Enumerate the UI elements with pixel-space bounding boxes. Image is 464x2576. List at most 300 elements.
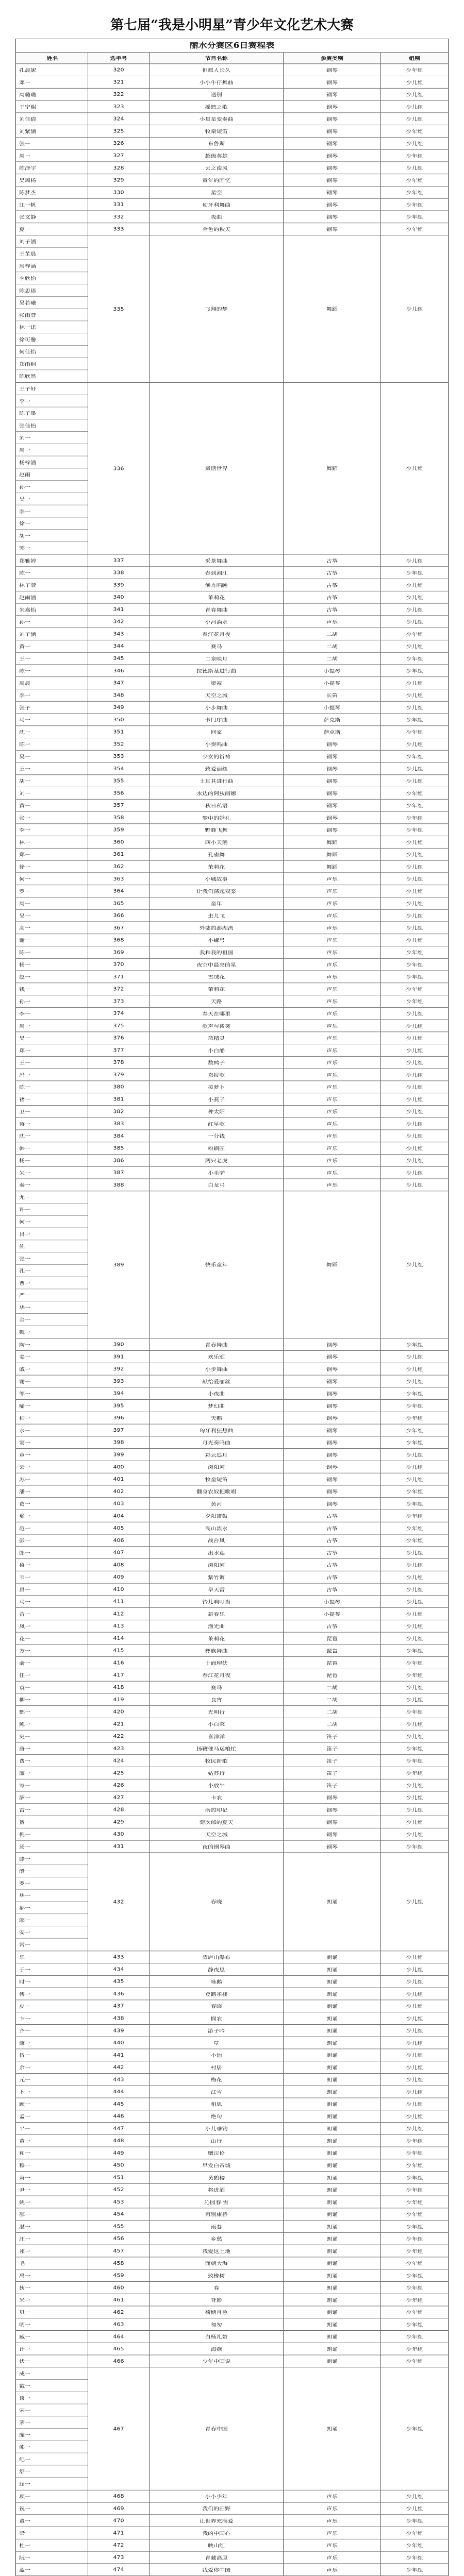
header-name: 姓名 [16,53,88,63]
group-member-name: 纪一 [16,2453,88,2466]
table-row [16,1375,448,1387]
cell-number: 458 [88,2257,150,2269]
cell-name: 方一 [16,1645,88,1656]
cell-number: 330 [88,187,150,198]
cell-category: 朗诵 [284,2000,382,2012]
cell-category: 二胡 [284,1682,382,1693]
cell-group: 少儿组 [406,1586,423,1592]
group-member-name: 刘一 [16,432,88,444]
table-row [16,2012,448,2025]
cell-number: 348 [88,689,150,701]
group-member-name: 熊一 [16,2441,88,2453]
group-member-name: 林一诺 [16,321,88,333]
cell-program: 出水莲 [150,1547,283,1558]
cell-group: 少儿组 [406,2028,423,2034]
cell-group: 少年组 [406,1513,423,1519]
cell-name: 邵一 [16,2208,88,2220]
cell-group: 少年组 [406,717,423,723]
table-row [16,1008,448,1020]
cell-program: 小步舞曲 [150,702,283,714]
cell-category: 朗诵 [284,1963,382,1975]
cell-group: 少年组 [406,631,423,637]
cell-name: 韩一 [16,1142,88,1154]
cell-category: 声乐 [284,2527,382,2539]
cell-number: 395 [88,1400,150,1412]
cell-number: 429 [88,1816,150,1828]
group-member-name: 成一 [16,2367,88,2380]
cell-name: 江一帆 [16,199,88,211]
cell-program: 青春舞曲 [150,604,283,616]
cell-group: 少年组 [406,2309,423,2315]
cell-program: 村居 [150,2061,283,2073]
cell-category: 声乐 [284,971,382,982]
group-member-list [16,383,88,554]
cell-group: 少年组 [406,998,423,1005]
cell-category: 笛子 [284,1755,382,1767]
cell-number: 382 [88,1106,150,1117]
table-row [16,616,448,628]
cell-group: 少儿组 [406,680,423,686]
cell-category: 朗诵 [284,2269,382,2281]
cell-group: 少年组 [406,2211,423,2217]
cell-number: 331 [88,199,150,211]
table-row [16,604,448,616]
cell-category: 二胡 [284,1693,382,1705]
cell-category: 朗诵 [284,2172,382,2183]
group-member-list [16,1191,88,1338]
cell-name: 萧一 [16,2172,88,2183]
cell-number: 420 [88,1706,150,1718]
cell-group: 少年组 [406,2334,423,2340]
cell-name: 伍一 [16,2049,88,2061]
cell-program: 背影 [150,2294,283,2306]
cell-group: 少年组 [406,950,423,956]
cell-name: 云一 [16,1461,88,1473]
cell-number: 339 [88,579,150,591]
cell-category: 小提琴 [284,1596,382,1607]
cell-category: 古筝 [284,1559,382,1571]
cell-program: 紫竹调 [150,1571,283,1583]
table-row [16,910,448,922]
cell-program: 数鸭子 [150,1057,283,1069]
cell-number: 357 [88,800,150,811]
cell-program: 赠汪伦 [150,2147,283,2159]
cell-name: 张一 [16,138,88,149]
cell-number: 413 [88,1620,150,1632]
cell-number: 388 [88,1179,150,1191]
cell-program: 歌声与微笑 [150,1020,283,1031]
cell-number: 468 [88,2490,150,2502]
table-row [16,1547,448,1559]
table-row [16,1804,448,1816]
cell-group: 少年组 [406,2426,423,2432]
cell-number: 326 [88,138,150,149]
cell-name: 汤一 [16,1841,88,1853]
table-row [16,885,448,897]
table-row [16,2221,448,2233]
cell-number: 322 [88,89,150,100]
cell-number: 375 [88,1020,150,1031]
table-row [16,787,448,800]
cell-number: 405 [88,1522,150,1534]
cell-number: 410 [88,1583,150,1595]
cell-category: 声乐 [284,2515,382,2527]
cell-group: 少儿组 [406,557,423,564]
cell-program: 早发白帝城 [150,2159,283,2171]
cell-program: 天空之城 [150,1828,283,1840]
table-row [16,959,448,971]
cell-category: 钢琴 [284,1351,382,1363]
cell-name: 伏一 [16,2355,88,2367]
table-row [16,2147,448,2159]
cell-program: 映山红 [150,2539,283,2551]
cell-group: 少儿组 [406,1084,423,1090]
table-body [16,64,448,2576]
cell-name: 吴周杨 [16,174,88,186]
table-row [16,1351,448,1363]
group-member-name: 何一 [16,1216,88,1228]
cell-number: 447 [88,2123,150,2134]
cell-name: 窦一 [16,1436,88,1448]
group-member-name: 李一 [16,395,88,408]
table-row [16,995,448,1008]
cell-number: 358 [88,812,150,824]
cell-category: 声乐 [284,934,382,946]
table-row [16,162,448,174]
cell-category: 声乐 [284,1179,382,1191]
group-member-name: 施一 [16,1240,88,1252]
cell-group: 少儿组 [406,1734,423,1740]
cell-number: 392 [88,1363,150,1375]
group-member-name: 吕一 [16,1228,88,1240]
group-member-name: 郭一 [19,545,30,551]
cell-name: 梁一 [16,2527,88,2539]
cell-program: 再别康桥 [150,2208,283,2220]
cell-number: 408 [88,1559,150,1571]
cell-number: 336 [88,383,150,554]
cell-program: 匈牙利狂想曲 [150,1425,283,1436]
cell-name: 费一 [16,1755,88,1767]
cell-group: 少年组 [406,1843,423,1850]
cell-program: 采茶舞曲 [150,554,283,566]
table-row [16,1142,448,1155]
cell-number: 404 [88,1510,150,1522]
cell-name: 周一 [16,897,88,909]
group-member-name: 殷一 [16,1865,88,1877]
table-row [16,922,448,934]
cell-program: 白龙马 [150,1179,283,1191]
cell-program: 光明行 [150,1706,283,1718]
cell-group: 少年组 [406,226,423,232]
cell-group: 少年组 [406,803,423,809]
cell-category: 笛子 [284,1731,382,1742]
cell-group: 少年组 [406,201,423,208]
cell-program: 将进酒 [150,2184,283,2196]
cell-group: 少儿组 [406,778,423,784]
cell-number: 421 [88,1718,150,1730]
cell-number: 342 [88,616,150,628]
cell-number: 419 [88,1693,150,1705]
cell-number: 399 [88,1449,150,1461]
group-member-name: 安一 [16,1926,88,1939]
cell-program: 夕阳箫鼓 [150,1510,283,1522]
table-row [16,76,448,89]
cell-program: 静夜思 [150,1963,283,1975]
cell-program: 牧童短笛 [150,1473,283,1485]
group-entry-row [16,383,448,555]
cell-name: 黄一 [16,2135,88,2147]
cell-category: 朗诵 [284,2037,382,2049]
group-member-name: 陈子墨 [16,407,88,419]
table-row [16,1412,448,1425]
cell-name: 李一 [16,1008,88,1020]
cell-name: 刘子涵 [16,628,88,640]
cell-category: 朗诵 [284,2184,382,2196]
table-row [16,738,448,751]
cell-number: 433 [88,1951,150,1963]
cell-program: 赛马 [150,1682,283,1693]
cell-number: 441 [88,2049,150,2061]
cell-name: 郑雅婷 [16,554,88,566]
cell-group: 少年组 [406,2199,423,2205]
cell-category: 朗诵 [284,2123,382,2134]
cell-program: 二泉映月 [150,653,283,665]
cell-category: 笛子 [284,1780,382,1791]
cell-program: 登鹳雀楼 [150,1988,283,2000]
group-member-list [16,1853,88,1951]
table-row [16,2245,448,2258]
cell-category: 钢琴 [284,1473,382,1485]
cell-group: 少儿组 [406,1623,423,1630]
cell-group: 少儿组 [406,1170,423,1176]
cell-group: 少年组 [406,827,423,833]
cell-number: 324 [88,113,150,125]
group-entry-row [16,1191,448,1338]
cell-program: 飞翔的梦 [150,235,283,382]
cell-program: 水边的阿狄丽娜 [150,787,283,799]
cell-group: 少年组 [406,2162,423,2168]
cell-program: 小毛驴 [150,1167,283,1179]
cell-program: 星空 [150,187,283,198]
table-row [16,751,448,763]
cell-program: 咏鹅 [150,1976,283,1988]
cell-category: 朗诵 [284,2355,382,2367]
cell-program: 超级英雄 [150,150,283,162]
table-row [16,689,448,702]
cell-group: 少儿组 [406,1121,423,1127]
cell-program: 野蜂飞舞 [150,824,283,836]
table-row [16,1155,448,1167]
cell-number: 435 [88,1976,150,1988]
group-member-name: 徐可馨 [16,333,88,346]
cell-program: 小小少年 [150,2490,283,2502]
header-program: 节目名称 [150,53,283,63]
cell-category: 声乐 [284,616,382,628]
cell-group: 少儿组 [406,2505,423,2512]
table-row [16,2135,448,2147]
cell-name: 郑一 [16,1044,88,1056]
cell-group: 少儿组 [406,1635,423,1641]
cell-category: 古筝 [284,591,382,603]
cell-name: 余一 [16,2061,88,2073]
cell-category: 朗诵 [284,2159,382,2171]
cell-group: 少年组 [406,1745,423,1752]
cell-group: 少儿组 [406,116,423,122]
cell-program: 送别 [150,89,283,100]
cell-number: 381 [88,1093,150,1105]
cell-number: 374 [88,1008,150,1020]
cell-number: 338 [88,567,150,579]
group-entry-row [16,2367,448,2490]
cell-number: 376 [88,1032,150,1044]
cell-category: 朗诵 [284,2135,382,2147]
cell-number: 426 [88,1780,150,1791]
table-subtitle: 丽水分赛区6日赛程表 [16,39,448,53]
cell-category: 朗诵 [284,1976,382,1988]
cell-program: 小白菜 [150,1718,283,1730]
cell-number: 418 [88,1682,150,1693]
group-member-name: 尤一 [16,1191,88,1204]
table-row [16,640,448,653]
cell-number: 361 [88,849,150,860]
cell-program: 牧童短笛 [150,125,283,137]
table-row [16,1742,448,1755]
cell-number: 459 [88,2269,150,2281]
cell-number: 341 [88,604,150,616]
cell-category: 钢琴 [284,1363,382,1375]
cell-category: 钢琴 [284,1387,382,1399]
cell-group: 少儿组 [406,1011,423,1017]
group-member-name: 魏一 [19,1329,30,1335]
cell-category: 二胡 [284,640,382,652]
cell-name: 谢一 [16,1375,88,1387]
cell-name: 王一 [16,1057,88,1069]
cell-number: 465 [88,2343,150,2355]
table-row [16,849,448,861]
cell-group: 少儿组 [406,1611,423,1617]
table-row [16,199,448,211]
cell-program: 绝句 [150,2110,283,2122]
cell-program: 喜洋洋 [150,1731,283,1742]
cell-category: 二胡 [284,628,382,640]
cell-name: 杜一 [16,2539,88,2551]
cell-group: 少年组 [406,754,423,760]
cell-number: 440 [88,2037,150,2049]
header-group: 组别 [409,55,421,61]
cell-name: 秦一 [16,1179,88,1191]
cell-program: 致爱丽丝 [150,762,283,774]
cell-group: 少年组 [406,1427,423,1433]
cell-group: 少年组 [406,1648,423,1654]
cell-group: 少儿组 [406,595,423,601]
cell-group: 少儿组 [406,2052,423,2058]
cell-program: 江雪 [150,2086,283,2098]
cell-name: 李一 [16,824,88,836]
cell-name: 杨一 [16,1155,88,1166]
table-row [16,1608,448,1620]
cell-name: 贺一 [16,1816,88,1828]
table-row [16,101,448,113]
table-row [16,1534,448,1547]
cell-program: 青春舞曲 [150,1338,283,1350]
cell-group: 少儿组 [406,852,423,858]
cell-group: 少儿组 [406,79,423,86]
cell-name: 狄一 [16,2282,88,2294]
table-row [16,1951,448,1963]
group-member-name: 罗一 [16,1877,88,1890]
table-row [16,2527,448,2539]
cell-category: 声乐 [284,1142,382,1154]
cell-name: 汪一 [16,2233,88,2245]
cell-number: 325 [88,125,150,137]
cell-category: 声乐 [284,2490,382,2502]
cell-name: 平一 [16,2123,88,2134]
table-row [16,2098,448,2110]
cell-name: 倪一 [16,1828,88,1840]
cell-program: 铃儿响叮当 [150,1596,283,1607]
cell-group: 少儿组 [406,2089,423,2095]
table-row [16,897,448,910]
cell-name: 袁一 [16,1682,88,1693]
cell-program: 小星星变奏曲 [150,113,283,125]
cell-program: 我爱这土地 [150,2245,283,2257]
header-number: 选手号 [88,53,150,63]
cell-program: 小夜曲 [150,1387,283,1399]
cell-category: 朗诵 [284,2233,382,2245]
cell-program: 四小天鹅 [150,836,283,848]
cell-group: 少儿组 [406,1060,423,1066]
table-row [16,2564,448,2576]
cell-group: 少年组 [406,2358,423,2364]
cell-number: 450 [88,2159,150,2171]
cell-group: 少年组 [406,1415,423,1421]
cell-group: 少儿组 [406,1550,423,1556]
table-row [16,2123,448,2135]
cell-group: 少儿组 [406,1794,423,1801]
cell-name: 谢一 [16,934,88,946]
table-row [16,1963,448,1976]
cell-program: 小城故事 [150,873,283,885]
table-row [16,1559,448,1571]
cell-name: 朱一 [16,1167,88,1179]
cell-category: 声乐 [284,1020,382,1031]
cell-program: 赛马 [150,640,283,652]
cell-group: 少儿组 [406,104,423,110]
cell-category: 朗诵 [284,2110,382,2122]
table-row [16,1338,448,1351]
group-member-name: 赵雨 [16,468,88,481]
cell-category: 朗诵 [284,2012,382,2024]
cell-category: 钢琴 [284,751,382,762]
cell-group: 少年组 [406,1403,423,1409]
cell-name: 徐一 [16,861,88,873]
cell-name: 花一 [16,1633,88,1645]
cell-number: 365 [88,897,150,909]
cell-name: 戚一 [16,1363,88,1375]
cell-program: 一分钱 [150,1130,283,1142]
cell-category: 声乐 [284,983,382,995]
table-row [16,1633,448,1645]
cell-group: 少年组 [406,190,423,196]
cell-number: 337 [88,554,150,566]
group-member-name: 谈一 [16,2392,88,2404]
cell-program: 姑苏行 [150,1767,283,1779]
cell-program: 良宵 [150,1693,283,1705]
cell-name: 周晨 [16,677,88,689]
cell-category: 小提琴 [284,665,382,676]
cell-category: 朗诵 [284,2098,382,2110]
cell-category: 小提琴 [284,702,382,714]
